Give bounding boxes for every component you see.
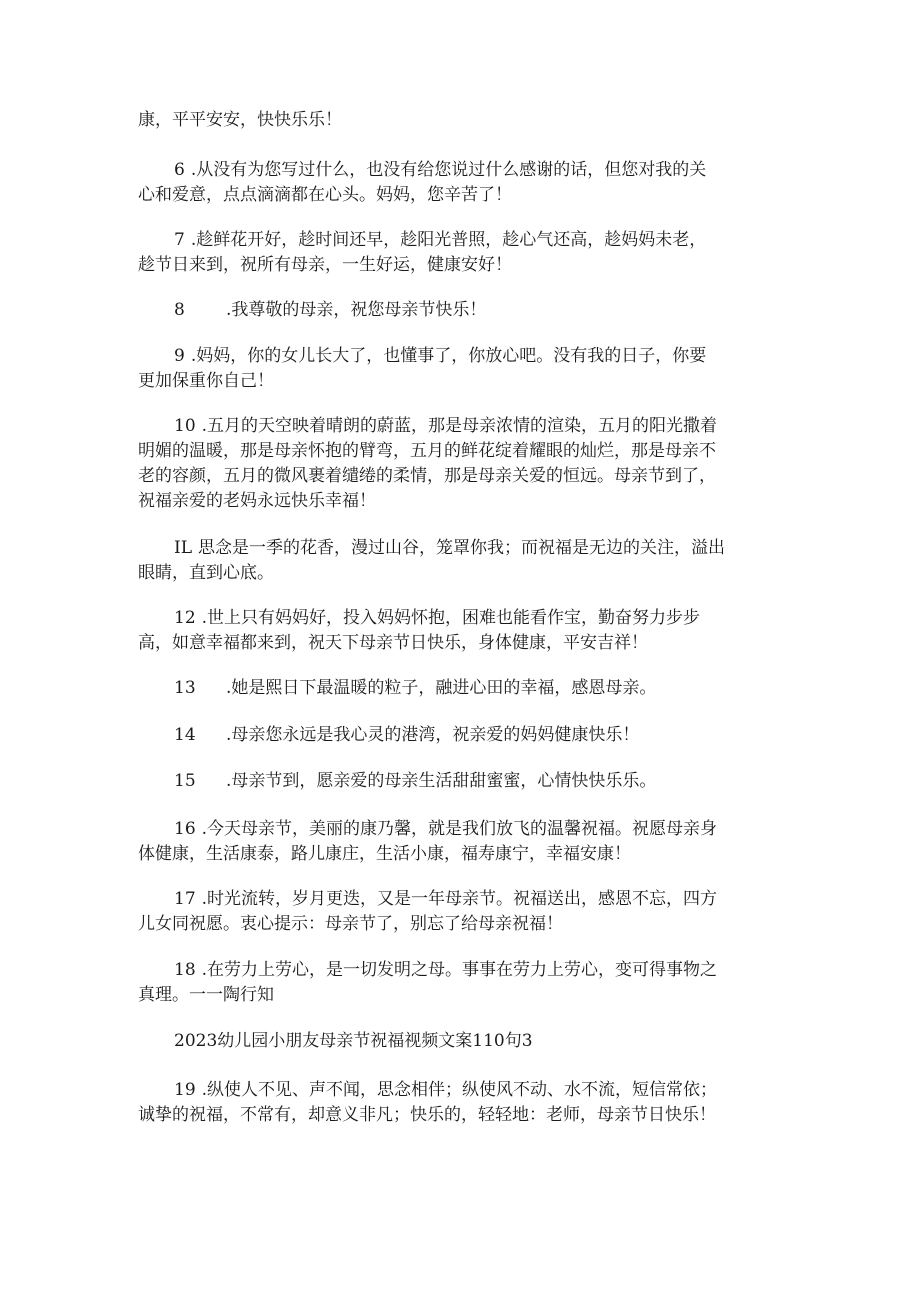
item-number: 10 <box>174 416 196 436</box>
text-line: 眼睛，直到心底。 <box>138 563 274 583</box>
text-line: .我尊敬的母亲，祝您母亲节快乐！ <box>226 300 487 320</box>
paragraph-14 <box>138 723 778 748</box>
text-line: 心和爱意，点点滴滴都在心头。妈妈，您辛苦了！ <box>138 185 512 205</box>
text-line: 趁节日来到，祝所有母亲，一生好运，健康安好！ <box>138 255 512 275</box>
text-line: 真理。一一陶行知 <box>138 985 274 1005</box>
text-line: 祝福亲爱的老妈永远快乐幸福！ <box>138 491 376 511</box>
text-line: .纵使人不见、声不闻，思念相伴；纵使风不动、水不流，短信常依； <box>201 1080 718 1100</box>
text-line: 思念是一季的花香，漫过山谷，笼罩你我；而祝福是无边的关注，溢出 <box>198 538 726 558</box>
text-line: 明媚的温暖，那是母亲怀抱的臂弯，五月的鲜花绽着耀眼的灿烂，那是母亲不 <box>138 441 716 461</box>
item-number: 14 <box>174 725 196 745</box>
item-number: 13 <box>174 678 196 698</box>
item-number: 7 <box>174 230 185 250</box>
text-line: .母亲节到，愿亲爱的母亲生活甜甜蜜蜜，心情快快乐乐。 <box>226 771 657 791</box>
text-line: .她是熙日下最温暖的粒子，融进心田的幸福，感恩母亲。 <box>226 678 657 698</box>
text-line: .今天母亲节，美丽的康乃馨，就是我们放飞的温馨祝福。祝愿母亲身 <box>201 819 718 839</box>
item-number: 15 <box>174 771 196 791</box>
paragraph-11 <box>138 536 778 586</box>
paragraph-7 <box>138 228 778 278</box>
text-line: .从没有为您写过什么，也没有给您说过什么感谢的话，但您对我的关 <box>190 160 707 180</box>
paragraph-18 <box>138 958 778 1008</box>
text-line: 高，如意幸福都来到，祝天下母亲节日快乐，身体健康，平安吉祥！ <box>138 633 648 653</box>
item-number: 6 <box>174 160 185 180</box>
paragraph-13 <box>138 676 778 701</box>
text-line: .母亲您永远是我心灵的港湾，祝亲爱的妈妈健康快乐！ <box>226 725 640 745</box>
text-line: .五月的天空映着晴朗的蔚蓝，那是母亲浓情的渲染，五月的阳光撒着 <box>201 416 718 436</box>
text-line: 诚挚的祝福，不常有，却意义非凡；快乐的，轻轻地：老师，母亲节日快乐！ <box>138 1105 716 1125</box>
paragraph-9 <box>138 344 778 394</box>
text-line: .妈妈，你的女儿长大了，也懂事了，你放心吧。没有我的日子，你要 <box>190 346 707 366</box>
item-number: 12 <box>174 608 196 628</box>
item-number: 9 <box>174 346 185 366</box>
item-number: 18 <box>174 960 196 980</box>
paragraph-17 <box>138 887 778 937</box>
text-line: 体健康，生活康泰，路儿康庄，生活小康，福寿康宁，幸福安康！ <box>138 844 631 864</box>
text-line: 老的容颜，五月的微风裹着缱绻的柔情，那是母亲关爱的恒远。母亲节到了， <box>138 466 716 486</box>
item-number: IL <box>174 538 193 558</box>
text-line: .世上只有妈妈好，投入妈妈怀抱，困难也能看作宝，勤奋努力步步 <box>201 608 701 628</box>
item-number: 19 <box>174 1080 196 1100</box>
item-number: 17 <box>174 889 196 909</box>
text-line: .在劳力上劳心，是一切发明之母。事事在劳力上劳心，变可得事物之 <box>201 960 718 980</box>
paragraph-6 <box>138 158 778 208</box>
paragraph-16 <box>138 817 778 867</box>
text-line: 更加保重你自己！ <box>138 371 274 391</box>
section-heading <box>138 1029 778 1054</box>
text-line: 康，平平安安，快快乐乐！ <box>138 110 342 130</box>
heading-text: 2023幼儿园小朋友母亲节祝福视频文案110句3 <box>174 1031 533 1051</box>
paragraph-19 <box>138 1078 778 1128</box>
text-line: 儿女同祝愿。衷心提示：母亲节了，别忘了给母亲祝福！ <box>138 914 563 934</box>
paragraph-8 <box>138 298 778 323</box>
paragraph-15 <box>138 769 778 794</box>
item-number: 16 <box>174 819 196 839</box>
text-line: .趁鲜花开好，趁时间还早，趁阳光普照，趁心气还高，趁妈妈未老， <box>190 230 707 250</box>
paragraph-10 <box>138 414 778 514</box>
item-number: 8 <box>174 300 185 320</box>
paragraph-12 <box>138 606 778 656</box>
text-line: .时光流转，岁月更迭，又是一年母亲节。祝福送出，感恩不忘，四方 <box>201 889 718 909</box>
paragraph-continuation <box>138 108 778 133</box>
